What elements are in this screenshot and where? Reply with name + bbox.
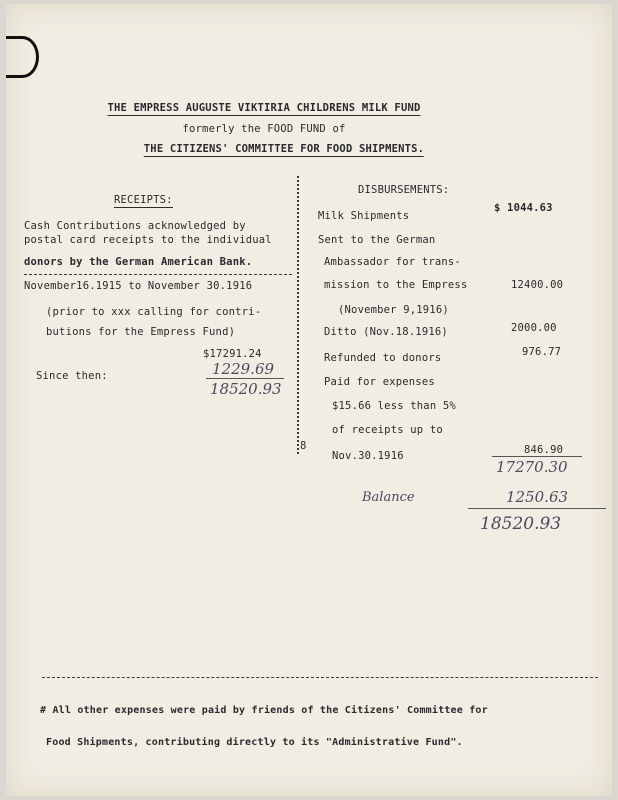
disbursement-text: Refunded to donors	[324, 352, 442, 364]
receipts-line: donors by the German American Bank.	[24, 256, 253, 268]
receipts-line: November16.1915 to November 30.1916	[24, 280, 253, 292]
sum-rule	[492, 456, 582, 457]
disbursement-text: $15.66 less than 5%	[332, 400, 456, 412]
receipts-line: butions for the Empress Fund)	[46, 326, 236, 338]
receipts-amount: $17291.24	[203, 348, 262, 360]
disbursement-text: Paid for expenses	[324, 376, 435, 388]
disbursement-text: Sent to the German	[318, 234, 436, 246]
disbursement-text: (November 9,1916)	[338, 304, 449, 316]
fund-subtitle: formerly the FOOD FUND of	[182, 123, 346, 135]
disbursement-text: of receipts up to	[332, 424, 443, 436]
disbursement-amount: 12400.00	[511, 279, 564, 291]
disbursement-amount: 2000.00	[511, 322, 557, 334]
disbursement-text: mission to the Empress	[324, 279, 468, 291]
receipts-line: (prior to xxx calling for contri-	[46, 306, 262, 318]
fund-title: THE EMPRESS AUGUSTE VIKTIRIA CHILDRENS MILK FUND	[107, 102, 421, 114]
committee-title: THE CITIZENS' COMMITTEE FOR FOOD SHIPMENTS.	[143, 143, 425, 155]
handwritten-balance: 1250.63	[506, 488, 569, 506]
disbursement-text: Ditto (Nov.18.1916)	[324, 326, 448, 338]
disbursement-text: Ambassador for trans-	[324, 256, 461, 268]
punch-hole-mark	[6, 36, 39, 78]
balance-label: Balance	[362, 490, 415, 505]
receipts-line: postal card receipts to the individual	[24, 234, 272, 246]
sum-rule	[468, 508, 606, 509]
handwritten-disbursements-total: 18520.93	[480, 514, 562, 534]
disbursements-heading: DISBURSEMENTS:	[358, 184, 450, 196]
sum-rule	[206, 378, 284, 379]
receipts-heading: RECEIPTS:	[114, 194, 173, 206]
receipts-line: Cash Contributions acknowledged by	[24, 220, 246, 232]
disbursement-amount: 976.77	[522, 346, 562, 358]
disbursement-amount: 846.90	[524, 444, 564, 456]
handwritten-subtotal: 17270.30	[496, 458, 568, 476]
footnote-line: # All other expenses were paid by friends of the Citizens' Committee for	[40, 705, 488, 716]
margin-mark: 8	[300, 440, 307, 452]
footnote-line: Food Shipments, contributing directly to its "Administrative Fund".	[46, 737, 463, 748]
handwritten-addition: 1229.69	[212, 360, 275, 378]
footnote-divider	[42, 677, 598, 678]
receipts-divider	[24, 274, 292, 275]
disbursement-amount: $ 1044.63	[494, 202, 553, 214]
document-page	[6, 4, 612, 796]
handwritten-receipts-total: 18520.93	[210, 380, 282, 398]
disbursement-text: Nov.30.1916	[332, 450, 404, 462]
since-then-label: Since then:	[36, 370, 108, 382]
column-divider	[297, 176, 299, 454]
disbursement-text: Milk Shipments	[318, 210, 410, 222]
